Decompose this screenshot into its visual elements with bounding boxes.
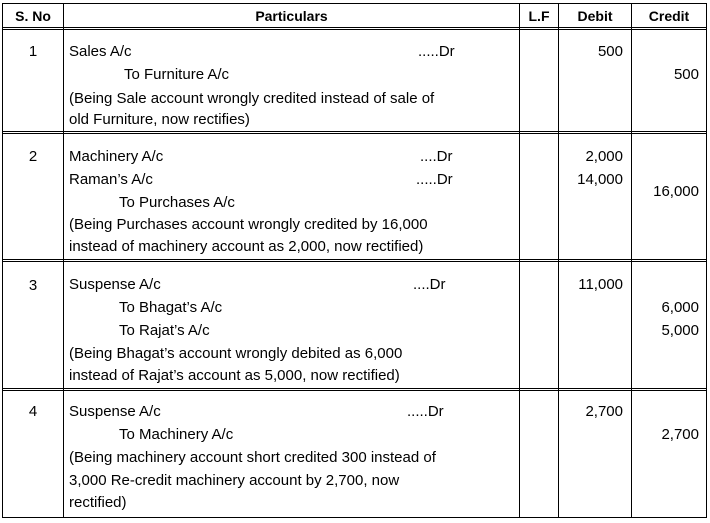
entry-1-credit-amount: 500 <box>673 66 699 83</box>
entry-4-debit-amount: 2,700 <box>585 403 623 420</box>
entry-1-narration-line-2: old Furniture, now rectifies) <box>69 111 250 128</box>
row-divider-3 <box>2 388 707 391</box>
entry-3-sno: 3 <box>28 277 38 294</box>
entry-3-credit-amount-2: 5,000 <box>661 322 699 339</box>
entry-3-credit-account-2: To Rajat’s A/c <box>119 322 210 339</box>
row-divider-1 <box>2 131 707 134</box>
header-lf: L.F <box>528 8 550 24</box>
entry-3-debit-amount: 11,000 <box>578 276 623 293</box>
entry-2-sno: 2 <box>28 148 38 165</box>
entry-3-narration-line-1: (Being Bhagat’s account wrongly debited as 6,000 <box>69 345 403 362</box>
entry-1-debit-account: Sales A/c <box>69 43 132 60</box>
entry-4-narration-line-1: (Being machinery account short credited 300 instead of <box>69 449 436 466</box>
entry-4-dr-marker: .....Dr <box>407 403 444 420</box>
entry-3-narration-line-2: instead of Rajat’s account as 5,000, now rectified) <box>69 367 400 384</box>
entry-4-narration-line-2: 3,000 Re-credit machinery account by 2,700, now <box>69 472 400 489</box>
entry-2-narration-line-2: instead of machinery account as 2,000, now rectified) <box>69 238 424 255</box>
entry-2-dr-marker-1: ....Dr <box>420 148 453 165</box>
border-bottom <box>2 517 707 518</box>
entry-2-debit-account-2: Raman’s A/c <box>69 171 153 188</box>
entry-2-debit-account-1: Machinery A/c <box>69 148 164 165</box>
entry-4-credit-account: To Machinery A/c <box>119 426 234 443</box>
journal-table <box>2 3 707 518</box>
entry-3-credit-amount-1: 6,000 <box>661 299 699 316</box>
header-credit: Credit <box>648 8 690 24</box>
entry-2-dr-marker-2: .....Dr <box>416 171 453 188</box>
entry-1-debit-amount: 500 <box>597 43 623 60</box>
entry-4-debit-account: Suspense A/c <box>69 403 161 420</box>
entry-4-credit-amount: 2,700 <box>661 426 699 443</box>
header-debit: Debit <box>577 8 613 24</box>
entry-2-narration-line-1: (Being Purchases account wrongly credited by 16,000 <box>69 216 428 233</box>
entry-4-narration-line-3: rectified) <box>69 494 127 511</box>
entry-3-debit-account: Suspense A/c <box>69 276 161 293</box>
entry-2-debit-amount-2: 14,000 <box>577 171 623 188</box>
entry-4-sno: 4 <box>28 403 38 420</box>
entry-3-credit-account-1: To Bhagat’s A/c <box>119 299 223 316</box>
entry-2-credit-account: To Purchases A/c <box>119 194 235 211</box>
entry-1-credit-account: To Furniture A/c <box>124 66 230 83</box>
entry-1-sno: 1 <box>28 43 38 60</box>
entry-2-credit-amount: 16,000 <box>653 183 699 200</box>
row-divider-2 <box>2 259 707 262</box>
entry-1-dr-marker: .....Dr <box>418 43 455 60</box>
entry-2-debit-amount-1: 2,000 <box>585 148 623 165</box>
entry-1-narration-line-1: (Being Sale account wrongly credited instead of sale of <box>69 90 435 107</box>
header-particulars: Particulars <box>255 8 328 24</box>
entry-3-dr-marker: ....Dr <box>413 276 446 293</box>
header-sno: S. No <box>15 8 51 24</box>
